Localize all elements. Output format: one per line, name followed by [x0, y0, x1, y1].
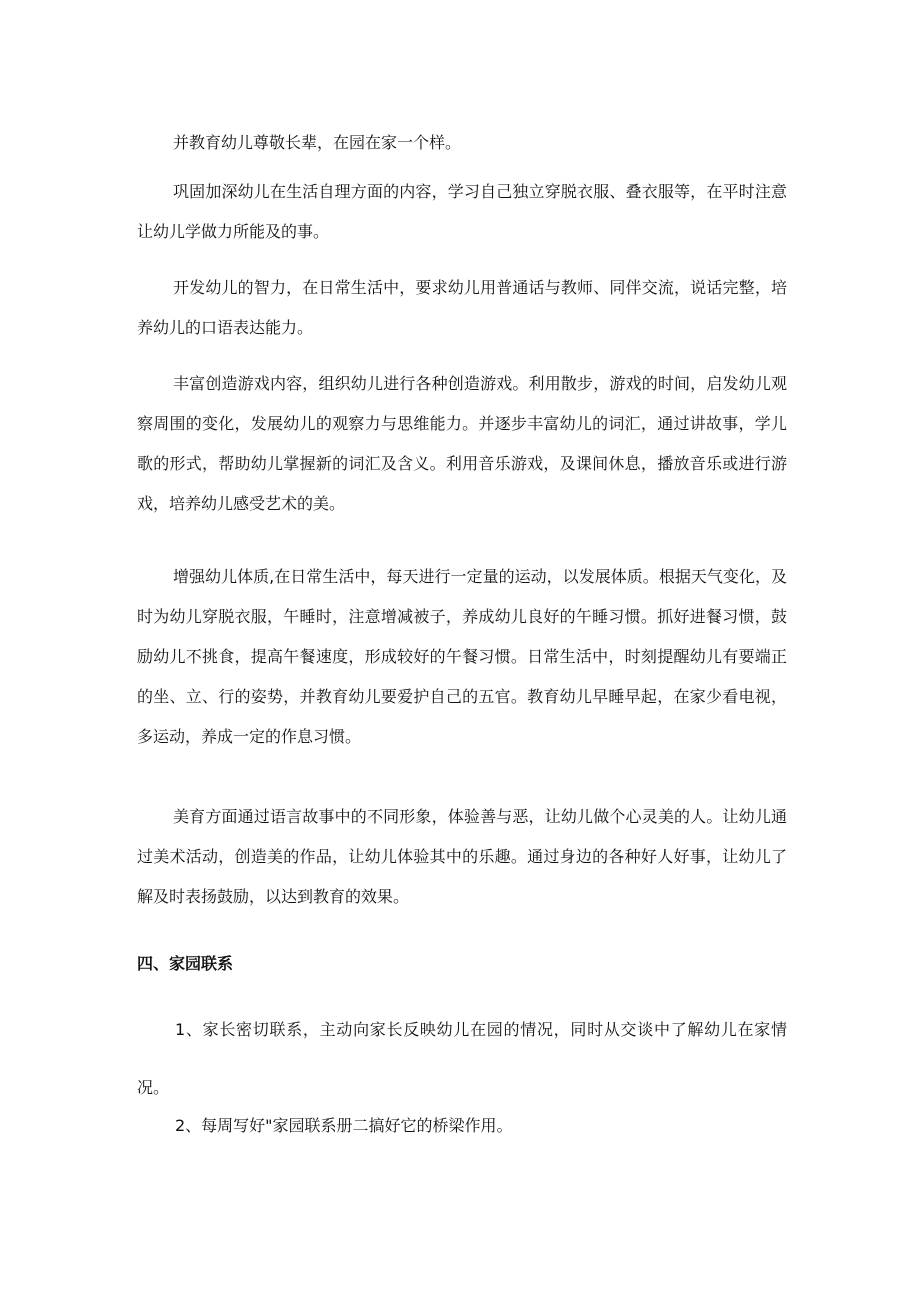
- paragraph-physical-health: 增强幼儿体质,在日常生活中，每天进行一定量的运动，以发展体质。根据天气变化，及时为幼儿穿脱衣服，午睡时，注意增减被子，养成幼儿良好的午睡习惯。抓好进餐习惯，鼓励幼儿不挑食，提高午餐速度，形成较好的午餐习惯。日常生活中，时刻提醒幼儿有要端正的坐、立、行的姿势，并教育幼儿要爱护自己的五官。教育幼儿早睡早起，在家少看电视，多运动，养成一定的作息习惯。: [137, 567, 787, 746]
- paragraph-intelligence: 开发幼儿的智力，在日常生活中，要求幼儿用普通话与教师、同伴交流，说话完整，培养幼儿的口语表达能力。: [137, 278, 787, 337]
- paragraph-aesthetic-education: 美育方面通过语言故事中的不同形象，体验善与恶，让幼儿做个心灵美的人。让幼儿通过美术活动，创造美的作品，让幼儿体验其中的乐趣。通过身边的各种好人好事，让幼儿了解及时表扬鼓励，以达到教育的效果。: [137, 807, 787, 906]
- paragraph-respect-elders: 并教育幼儿尊敬长辈，在园在家一个样。: [173, 133, 462, 152]
- paragraph-self-care: 巩固加深幼儿在生活自理方面的内容，学习自己独立穿脱衣服、叠衣服等，在平时注意让幼儿学做力所能及的事。: [137, 182, 787, 241]
- list-item-parent-contact: 1、家长密切联系，主动向家长反映幼儿在园的情况，同时从交谈中了解幼儿在家情况。: [137, 1020, 787, 1097]
- section-heading-home-school: 四、家园联系: [137, 954, 234, 973]
- paragraph-creative-games: 丰富创造游戏内容，组织幼儿进行各种创造游戏。利用散步，游戏的时间，启发幼儿观察周围的变化，发展幼儿的观察力与思维能力。并逐步丰富幼儿的词汇，通过讲故事，学儿歌的形式，帮助幼儿掌握新的词汇及含义。利用音乐游戏，及课间休息，播放音乐或进行游戏，培养幼儿感受艺术的美。: [137, 374, 787, 513]
- list-item-contact-book: 2、每周写好"家园联系册二搞好它的桥梁作用。: [175, 1116, 513, 1135]
